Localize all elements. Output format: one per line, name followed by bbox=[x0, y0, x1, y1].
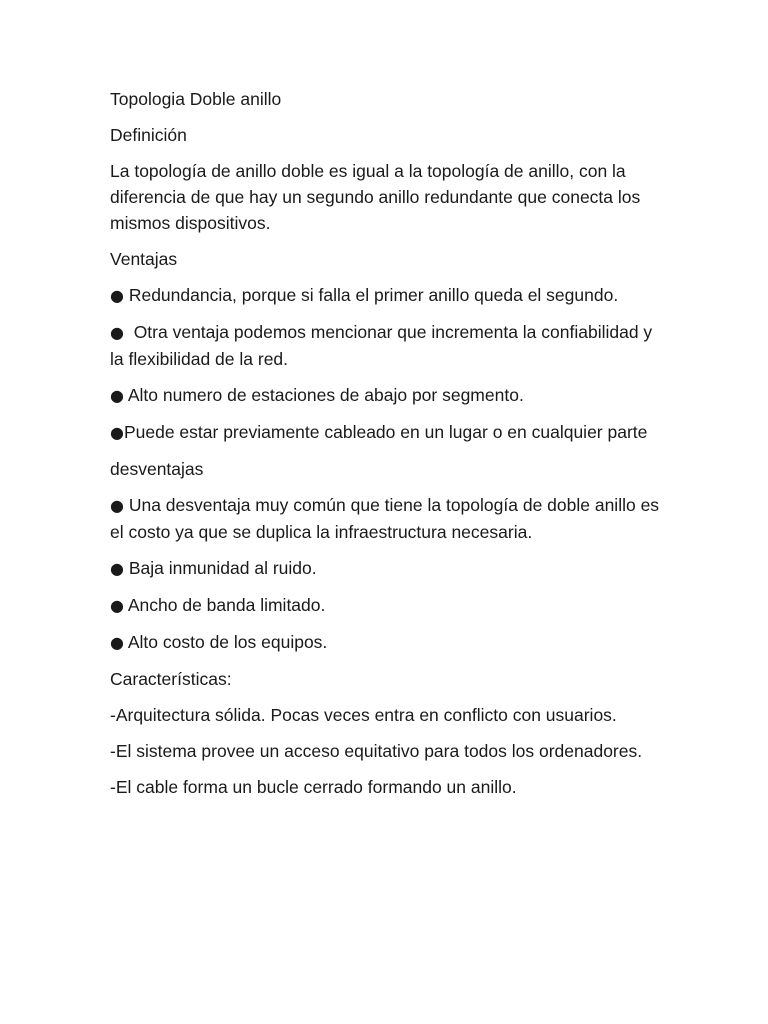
bullet-icon: ● bbox=[110, 286, 124, 305]
document-body bbox=[110, 86, 670, 810]
bullet-icon: ● bbox=[110, 386, 124, 405]
advantage-item bbox=[110, 319, 670, 372]
advantage-text: Alto numero de estaciones de abajo por segmento. bbox=[123, 385, 524, 405]
characteristic-item: -El cable forma un bucle cerrado formando un anillo. bbox=[110, 777, 517, 797]
bullet-icon: ● bbox=[110, 559, 124, 578]
advantage-text: Otra ventaja podemos mencionar que incrementa la confiabilidad y la flexibilidad de la red. bbox=[110, 322, 658, 369]
disadvantage-item bbox=[110, 555, 670, 582]
disadvantage-item bbox=[110, 492, 670, 545]
advantage-item bbox=[110, 419, 670, 446]
disadvantage-item bbox=[110, 629, 670, 656]
disadvantage-text: Ancho de banda limitado. bbox=[123, 595, 326, 615]
bullet-icon: ● bbox=[110, 633, 124, 652]
document-title: Topologia Doble anillo bbox=[110, 89, 282, 109]
disadvantage-item bbox=[110, 592, 670, 619]
bullet-icon: ● bbox=[110, 596, 124, 615]
bullet-icon: ● bbox=[110, 496, 124, 515]
disadvantage-text: Baja inmunidad al ruido. bbox=[123, 558, 317, 578]
disadvantage-text: Una desventaja muy común que tiene la topología de doble anillo es el costo ya que se duplica la infraestructura necesaria. bbox=[110, 495, 664, 542]
characteristic-item: -El sistema provee un acceso equitativo para todos los ordenadores. bbox=[110, 741, 643, 761]
characteristics-heading: Características: bbox=[110, 669, 232, 689]
characteristic-item: -Arquitectura sólida. Pocas veces entra en conflicto con usuarios. bbox=[110, 705, 617, 725]
definition-text: La topología de anillo doble es igual a la topología de anillo, con la diferencia de que hay un segundo anillo redundante que conecta los mismos dispositivos. bbox=[110, 161, 646, 233]
disadvantages-heading: desventajas bbox=[110, 459, 204, 479]
advantage-text: Puede estar previamente cableado en un lugar o en cualquier parte bbox=[123, 422, 648, 442]
definition-heading: Definición bbox=[110, 125, 187, 145]
bullet-icon: ● bbox=[110, 323, 124, 342]
disadvantage-text: Alto costo de los equipos. bbox=[123, 632, 328, 652]
advantage-text: Redundancia, porque si falla el primer anillo queda el segundo. bbox=[123, 285, 619, 305]
advantage-item bbox=[110, 382, 670, 409]
bullet-icon: ● bbox=[110, 423, 124, 442]
advantage-item bbox=[110, 282, 670, 309]
advantages-heading: Ventajas bbox=[110, 249, 178, 269]
